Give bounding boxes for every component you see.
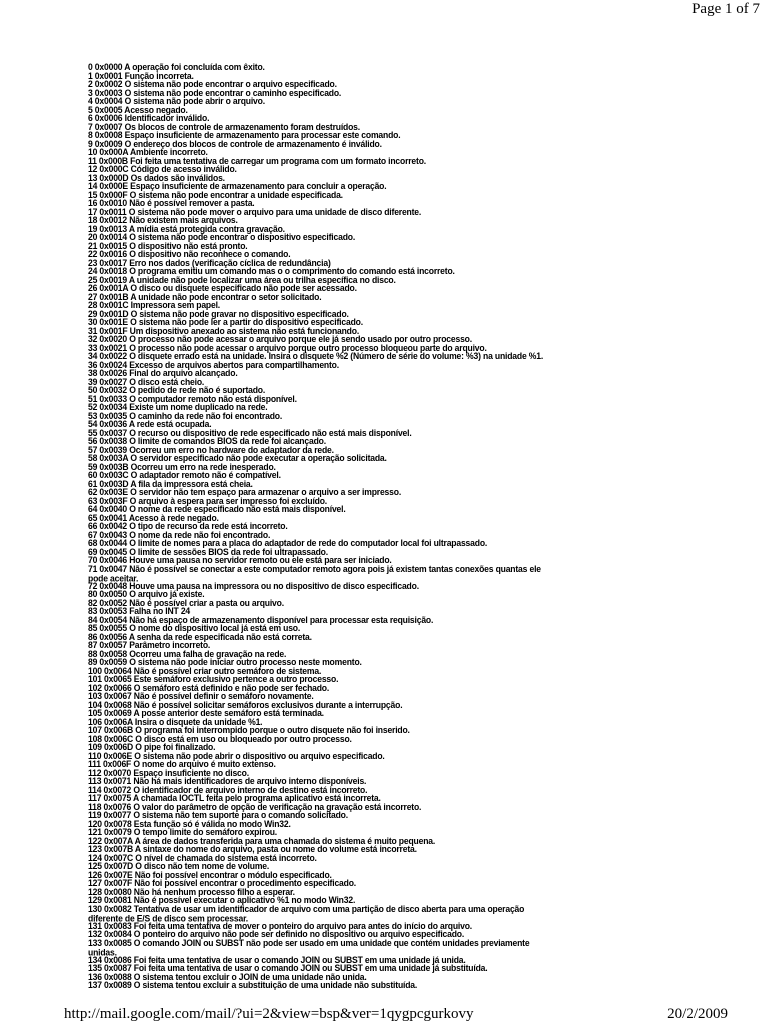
error-code-entry: 24 0x0018 O programa emitiu um comando mas o o comprimento do comando está incorreto. <box>88 265 455 277</box>
error-code-entry: 5 0x0005 Acesso negado. <box>88 104 188 115</box>
error-code-entry: 23 0x0017 Erro nos dados (verificação cíclica de redundância) <box>88 257 331 268</box>
error-code-entry: 123 0x007B A sintaxe do nome do arquivo, pasta ou nome do volume está incorreta. <box>88 843 417 855</box>
error-code-entry: 50 0x0032 O pedido de rede não é suportado. <box>88 384 266 396</box>
error-code-entry: 3 0x0003 O sistema não pode encontrar o caminho especificado. <box>88 87 342 98</box>
error-code-entry: 54 0x0036 A rede está ocupada. <box>88 418 212 430</box>
error-code-entry: 129 0x0081 Não é possível executar o aplicativo %1 no modo Win32. <box>88 894 356 906</box>
error-code-entry: 63 0x003F O arquivo à espera para ser impresso foi excluído. <box>88 495 328 506</box>
error-code-entry: 136 0x0088 O sistema tentou excluir o JOIN de uma unidade não unida. <box>88 971 367 982</box>
error-code-entry: 107 0x006B O programa foi interrompido porque o outro disquete não foi inserido. <box>88 724 410 736</box>
footer-url: http://mail.google.com/mail/?ui=2&view=bsp&ver=1qygpcgurkovy <box>64 1006 474 1022</box>
error-code-entry: 101 0x0065 Este semáforo exclusivo pertence a outro processo. <box>88 673 339 685</box>
error-code-entry: 80 0x0050 O arquivo já existe. <box>88 588 205 600</box>
error-code-entry: 82 0x0052 Não é possível criar a pasta ou arquivo. <box>88 597 284 608</box>
error-code-entry: 117 0x0075 A chamada IOCTL feita pelo programa aplicativo está incorreta. <box>88 792 381 804</box>
error-code-entry: 9 0x0009 O endereço dos blocos de controle de armazenamento é inválido. <box>88 138 382 149</box>
error-code-entry: 113 0x0071 Não há mais identificadores de arquivo interno disponíveis. <box>88 775 367 787</box>
error-code-entry: 134 0x0086 Foi feita uma tentativa de usar o comando JOIN ou SUBST em uma unidade já unida. <box>88 954 466 965</box>
error-code-entry: 137 0x0089 O sistema tentou excluir a substituição de uma unidade não substituída. <box>88 979 418 991</box>
error-code-entry: 13 0x000D Os dados são inválidos. <box>88 172 225 183</box>
error-code-entry: 131 0x0083 Foi feita uma tentativa de mover o ponteiro do arquivo para antes do início do arquivo. <box>88 920 472 931</box>
error-code-entry: 34 0x0022 O disquete errado está na unidade. Insira o disquete %2 (Número de série do volume: %3) na unidade %1. <box>88 350 544 362</box>
error-code-entry: 84 0x0054 Não há espaço de armazenamento disponível para processar esta requisição. <box>88 614 434 625</box>
error-code-entry: 62 0x003E O servidor não tem espaço para armazenar o arquivo a ser impresso. <box>88 486 402 498</box>
error-code-entry: 4 0x0004 O sistema não pode abrir o arquivo. <box>88 95 265 107</box>
error-code-entry: 53 0x0035 O caminho da rede não foi encontrado. <box>88 410 283 421</box>
error-code-entry: 112 0x0070 Espaço insuficiente no disco. <box>88 767 249 778</box>
error-code-entry: 38 0x0026 Final do arquivo alcançado. <box>88 367 238 379</box>
error-code-entry: 1 0x0001 Função incorreta. <box>88 70 194 81</box>
error-code-entry: 68 0x0044 O limite de nomes para a placa do adaptador de rede do computador local foi ultrapassado. <box>88 537 488 549</box>
error-code-entry: 128 0x0080 Não há nenhum processo filho a esperar. <box>88 886 295 897</box>
error-code-entry: 135 0x0087 Foi feita uma tentativa de usar o comando JOIN ou SUBST em uma unidade já substituída. <box>88 962 488 974</box>
error-code-entry: 29 0x001D O sistema não pode gravar no dispositivo especificado. <box>88 308 349 319</box>
error-code-entry: 67 0x0043 O nome da rede não foi encontrado. <box>88 529 271 540</box>
error-code-entry: 61 0x003D A fila da impressora está cheia. <box>88 478 253 489</box>
error-code-entry: 104 0x0068 Não é possível solicitar semáforos exclusivos durante a interrupção. <box>88 699 403 710</box>
error-code-entry: 64 0x0040 O nome da rede especificado não está mais disponível. <box>88 503 346 515</box>
error-code-entry: 102 0x0066 O semáforo está definido e não pode ser fechado. <box>88 682 330 693</box>
error-code-entry: 18 0x0012 Não existem mais arquivos. <box>88 214 238 226</box>
error-code-entry: 55 0x0037 O recurso ou dispositivo de rede especificado não está mais disponível. <box>88 427 412 438</box>
error-code-entry: 16 0x0010 Não é possível remover a pasta. <box>88 197 255 209</box>
error-code-entry: 69 0x0045 O limite de sessões BIOS da rede foi ultrapassado. <box>88 546 328 557</box>
error-code-entry: 118 0x0076 O valor do parâmetro de opção de verificação na gravação está incorreto. <box>88 801 422 812</box>
error-code-entry: 33 0x0021 O processo não pode acessar o arquivo porque outro processo bloqueou parte do arquivo. <box>88 342 487 353</box>
error-code-entry: 17 0x0011 O sistema não pode mover o arquivo para uma unidade de disco diferente. <box>88 206 422 217</box>
error-code-entry: 72 0x0048 Houve uma pausa na impressora ou no dispositivo de disco especificado. <box>88 580 419 591</box>
error-code-list <box>88 61 558 991</box>
error-code-entry: 127 0x007F Não foi possível encontrar o procedimento especificado. <box>88 877 356 889</box>
error-code-entry: 25 0x0019 A unidade não pode localizar uma área ou trilha específica no disco. <box>88 274 396 285</box>
error-code-entry: 108 0x006C O disco está em uso ou bloqueado por outro processo. <box>88 733 352 744</box>
error-code-entry: 32 0x0020 O processo não pode acessar o arquivo porque ele já sendo usado por outro processo. <box>88 333 472 345</box>
error-code-entry: 60 0x003C O adaptador remoto não é compatível. <box>88 469 281 481</box>
error-code-entry: 31 0x001F Um dispositivo anexado ao sistema não está funcionando. <box>88 325 360 336</box>
error-code-entry: 124 0x007C O nível de chamada do sistema está incorreto. <box>88 852 317 863</box>
error-code-entry: 28 0x001C Impressora sem papel. <box>88 299 220 311</box>
error-code-entry: 20 0x0014 O sistema não pode encontrar o dispositivo especificado. <box>88 231 356 243</box>
error-code-entry: 22 0x0016 O dispositivo não reconhece o comando. <box>88 248 291 260</box>
error-code-entry: 103 0x0067 Não é possível definir o semáforo novamente. <box>88 690 314 702</box>
error-code-entry: 121 0x0079 O tempo limite do semáforo expirou. <box>88 826 277 838</box>
error-code-entry: 87 0x0057 Parâmetro incorreto. <box>88 639 211 651</box>
page-number: Page 1 of 7 <box>692 1 760 17</box>
error-code-entry: 111 0x006F O nome do arquivo é muito extenso. <box>88 758 276 770</box>
error-code-entry: 58 0x003A O servidor especificado não pode executar a operação solicitada. <box>88 452 387 464</box>
error-code-entry: 39 0x0027 O disco está cheio. <box>88 376 205 387</box>
error-code-entry: 52 0x0034 Existe um nome duplicado na rede. <box>88 401 268 413</box>
error-code-entry: 65 0x0041 Acesso à rede negado. <box>88 512 219 523</box>
error-code-entry: 71 0x0047 Não é possível se conectar a este computador remoto agora pois já existem tantas conexões quantas ele pode aceitar. <box>88 563 541 583</box>
error-code-entry: 122 0x007A A área de dados transferida para uma chamada do sistema é muito pequena. <box>88 835 436 846</box>
error-code-entry: 105 0x0069 A posse anterior deste semáforo está terminada. <box>88 707 324 719</box>
error-code-entry: 85 0x0055 O nome do dispositivo local já está em uso. <box>88 622 301 634</box>
error-code-entry: 66 0x0042 O tipo de recurso da rede está incorreto. <box>88 520 288 532</box>
error-code-entry: 110 0x006E O sistema não pode abrir o dispositivo ou arquivo especificado. <box>88 750 385 761</box>
error-code-entry: 12 0x000C Código de acesso inválido. <box>88 163 237 175</box>
error-code-entry: 36 0x0024 Excesso de arquivos abertos para compartilhamento. <box>88 359 339 370</box>
error-code-entry: 10 0x000A Ambiente incorreto. <box>88 146 208 158</box>
footer-date: 20/2/2009 <box>667 1006 728 1022</box>
error-code-entry: 119 0x0077 O sistema não tem suporte para o comando solicitado. <box>88 809 348 821</box>
error-code-entry: 8 0x0008 Espaço insuficiente de armazenamento para processar este comando. <box>88 129 401 141</box>
error-code-entry: 19 0x0013 A mídia está protegida contra gravação. <box>88 223 285 234</box>
error-code-entry: 15 0x000F O sistema não pode encontrar a unidade especificada. <box>88 189 343 200</box>
error-code-entry: 70 0x0046 Houve uma pausa no servidor remoto ou ele está para ser iniciado. <box>88 554 392 566</box>
error-code-entry: 51 0x0033 O computador remoto não está disponível. <box>88 393 297 404</box>
error-code-entry: 7 0x0007 Os blocos de controle de armazenamento foram destruídos. <box>88 121 360 132</box>
error-code-entry: 100 0x0064 Não é possível criar outro semáforo de sistema. <box>88 665 322 676</box>
error-code-entry: 14 0x000E Espaço insuficiente de armazenamento para concluir a operação. <box>88 180 387 192</box>
error-code-entry: 114 0x0072 O identificador de arquivo interno de destino está incorreto. <box>88 784 368 795</box>
error-code-entry: 30 0x001E O sistema não pode ler a partir do dispositivo especificado. <box>88 316 363 328</box>
error-code-entry: 11 0x000B Foi feita uma tentativa de carregar um programa com um formato incorreto. <box>88 155 426 166</box>
error-code-entry: 86 0x0056 A senha da rede especificada não está correta. <box>88 631 312 642</box>
error-code-entry: 21 0x0015 O dispositivo não está pronto. <box>88 240 248 251</box>
error-code-entry: 27 0x001B A unidade não pode encontrar o setor solicitado. <box>88 291 322 302</box>
error-code-entry: 0 0x0000 A operação foi concluída com êxito. <box>88 61 265 73</box>
error-code-entry: 59 0x003B Ocorreu um erro na rede inesperado. <box>88 461 276 472</box>
error-code-entry: 57 0x0039 Ocorreu um erro no hardware do adaptador da rede. <box>88 444 334 455</box>
error-code-entry: 133 0x0085 O comando JOIN ou SUBST não pode ser usado em uma unidade que contém unidades previamente unidas. <box>88 937 530 957</box>
error-code-entry: 130 0x0082 Tentativa de usar um identificador de arquivo com uma partição de disco aberta para uma operação diferente de E/S de disco sem processar. <box>88 903 525 923</box>
error-code-entry: 2 0x0002 O sistema não pode encontrar o arquivo especificado. <box>88 78 337 90</box>
error-code-entry: 106 0x006A Insira o disquete da unidade %1. <box>88 716 263 727</box>
error-code-entry: 26 0x001A O disco ou disquete especificado não pode ser acessado. <box>88 282 357 294</box>
error-code-entry: 120 0x0078 Esta função só é válida no modo Win32. <box>88 818 291 829</box>
error-code-entry: 88 0x0058 Ocorreu uma falha de gravação na rede. <box>88 648 287 659</box>
error-code-entry: 56 0x0038 O limite de comandos BIOS da rede foi alcançado. <box>88 435 326 447</box>
error-code-entry: 83 0x0053 Falha no INT 24 <box>88 605 191 617</box>
error-code-entry: 6 0x0006 Identificador inválido. <box>88 112 210 124</box>
error-code-entry: 132 0x0084 O ponteiro do arquivo não pode ser definido no dispositivo ou arquivo especificado. <box>88 928 465 940</box>
error-code-entry: 125 0x007D O disco não tem nome de volume. <box>88 860 270 872</box>
error-code-entry: 109 0x006D O pipe foi finalizado. <box>88 741 216 753</box>
error-code-entry: 126 0x007E Não foi possível encontrar o módulo especificado. <box>88 869 332 880</box>
error-code-entry: 89 0x0059 O sistema não pode iniciar outro processo neste momento. <box>88 656 362 668</box>
